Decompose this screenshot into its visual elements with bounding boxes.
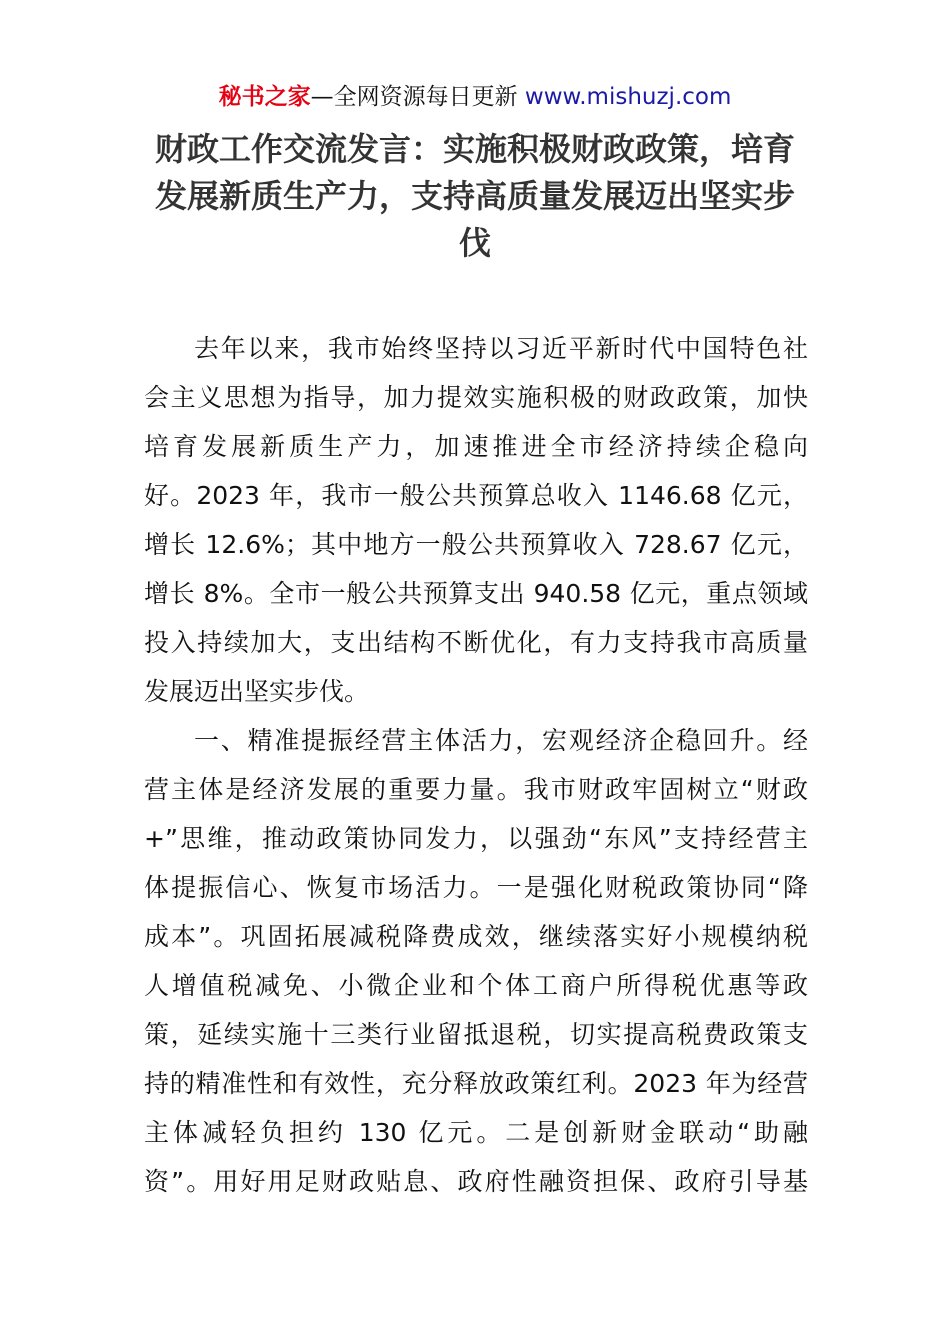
body-line: 策，延续实施十三类行业留抵退税，切实提高税费政策支	[144, 1020, 808, 1049]
title-line: 伐	[458, 224, 491, 262]
body-line: 一、精准提振经营主体活力，宏观经济企稳回升。经	[194, 726, 808, 755]
site-url[interactable]: www.mishuzj.com	[524, 84, 732, 110]
body-line: 成本”。巩固拓展减税降费成效，继续落实好小规模纳税	[144, 922, 808, 951]
brand-name: 秘书之家	[218, 84, 311, 110]
body-line: 投入持续加大，支出结构不断优化，有力支持我市高质量	[144, 628, 808, 657]
body-line: 发展迈出坚实步伐。	[144, 677, 370, 706]
body-line: 人增值税减免、小微企业和个体工商户所得税优惠等政	[144, 971, 808, 1000]
body-line: 好。2023 年，我市一般公共预算总收入 1146.68 亿元，	[144, 481, 808, 510]
site-header	[0, 80, 950, 114]
body-line: 主体减轻负担约 130 亿元。二是创新财金联动“助融	[144, 1118, 808, 1147]
body-line: 体提振信心、恢复市场活力。一是强化财税政策协同“降	[144, 873, 808, 902]
document-body	[144, 324, 808, 1206]
body-line: 去年以来，我市始终坚持以习近平新时代中国特色社	[194, 334, 808, 363]
body-line: +”思维，推动政策协同发力，以强劲“东风”支持经营主	[144, 824, 808, 853]
body-line: 增长 8%。全市一般公共预算支出 940.58 亿元，重点领域	[144, 579, 808, 608]
title-line: 财政工作交流发言：实施积极财政政策，培育	[154, 130, 795, 168]
body-line: 营主体是经济发展的重要力量。我市财政牢固树立“财政	[144, 775, 808, 804]
body-line: 会主义思想为指导，加力提效实施积极的财政政策，加快	[144, 383, 808, 412]
document-title	[140, 126, 810, 267]
header-slogan: —全网资源每日更新	[310, 84, 525, 110]
body-line: 持的精准性和有效性，充分释放政策红利。2023 年为经营	[144, 1069, 808, 1098]
body-line: 增长 12.6%；其中地方一般公共预算收入 728.67 亿元，	[144, 530, 808, 559]
body-line: 资”。用好用足财政贴息、政府性融资担保、政府引导基	[144, 1167, 808, 1196]
body-line: 培育发展新质生产力，加速推进全市经济持续企稳向	[144, 432, 808, 461]
title-line: 发展新质生产力，支持高质量发展迈出坚实步	[154, 177, 795, 215]
